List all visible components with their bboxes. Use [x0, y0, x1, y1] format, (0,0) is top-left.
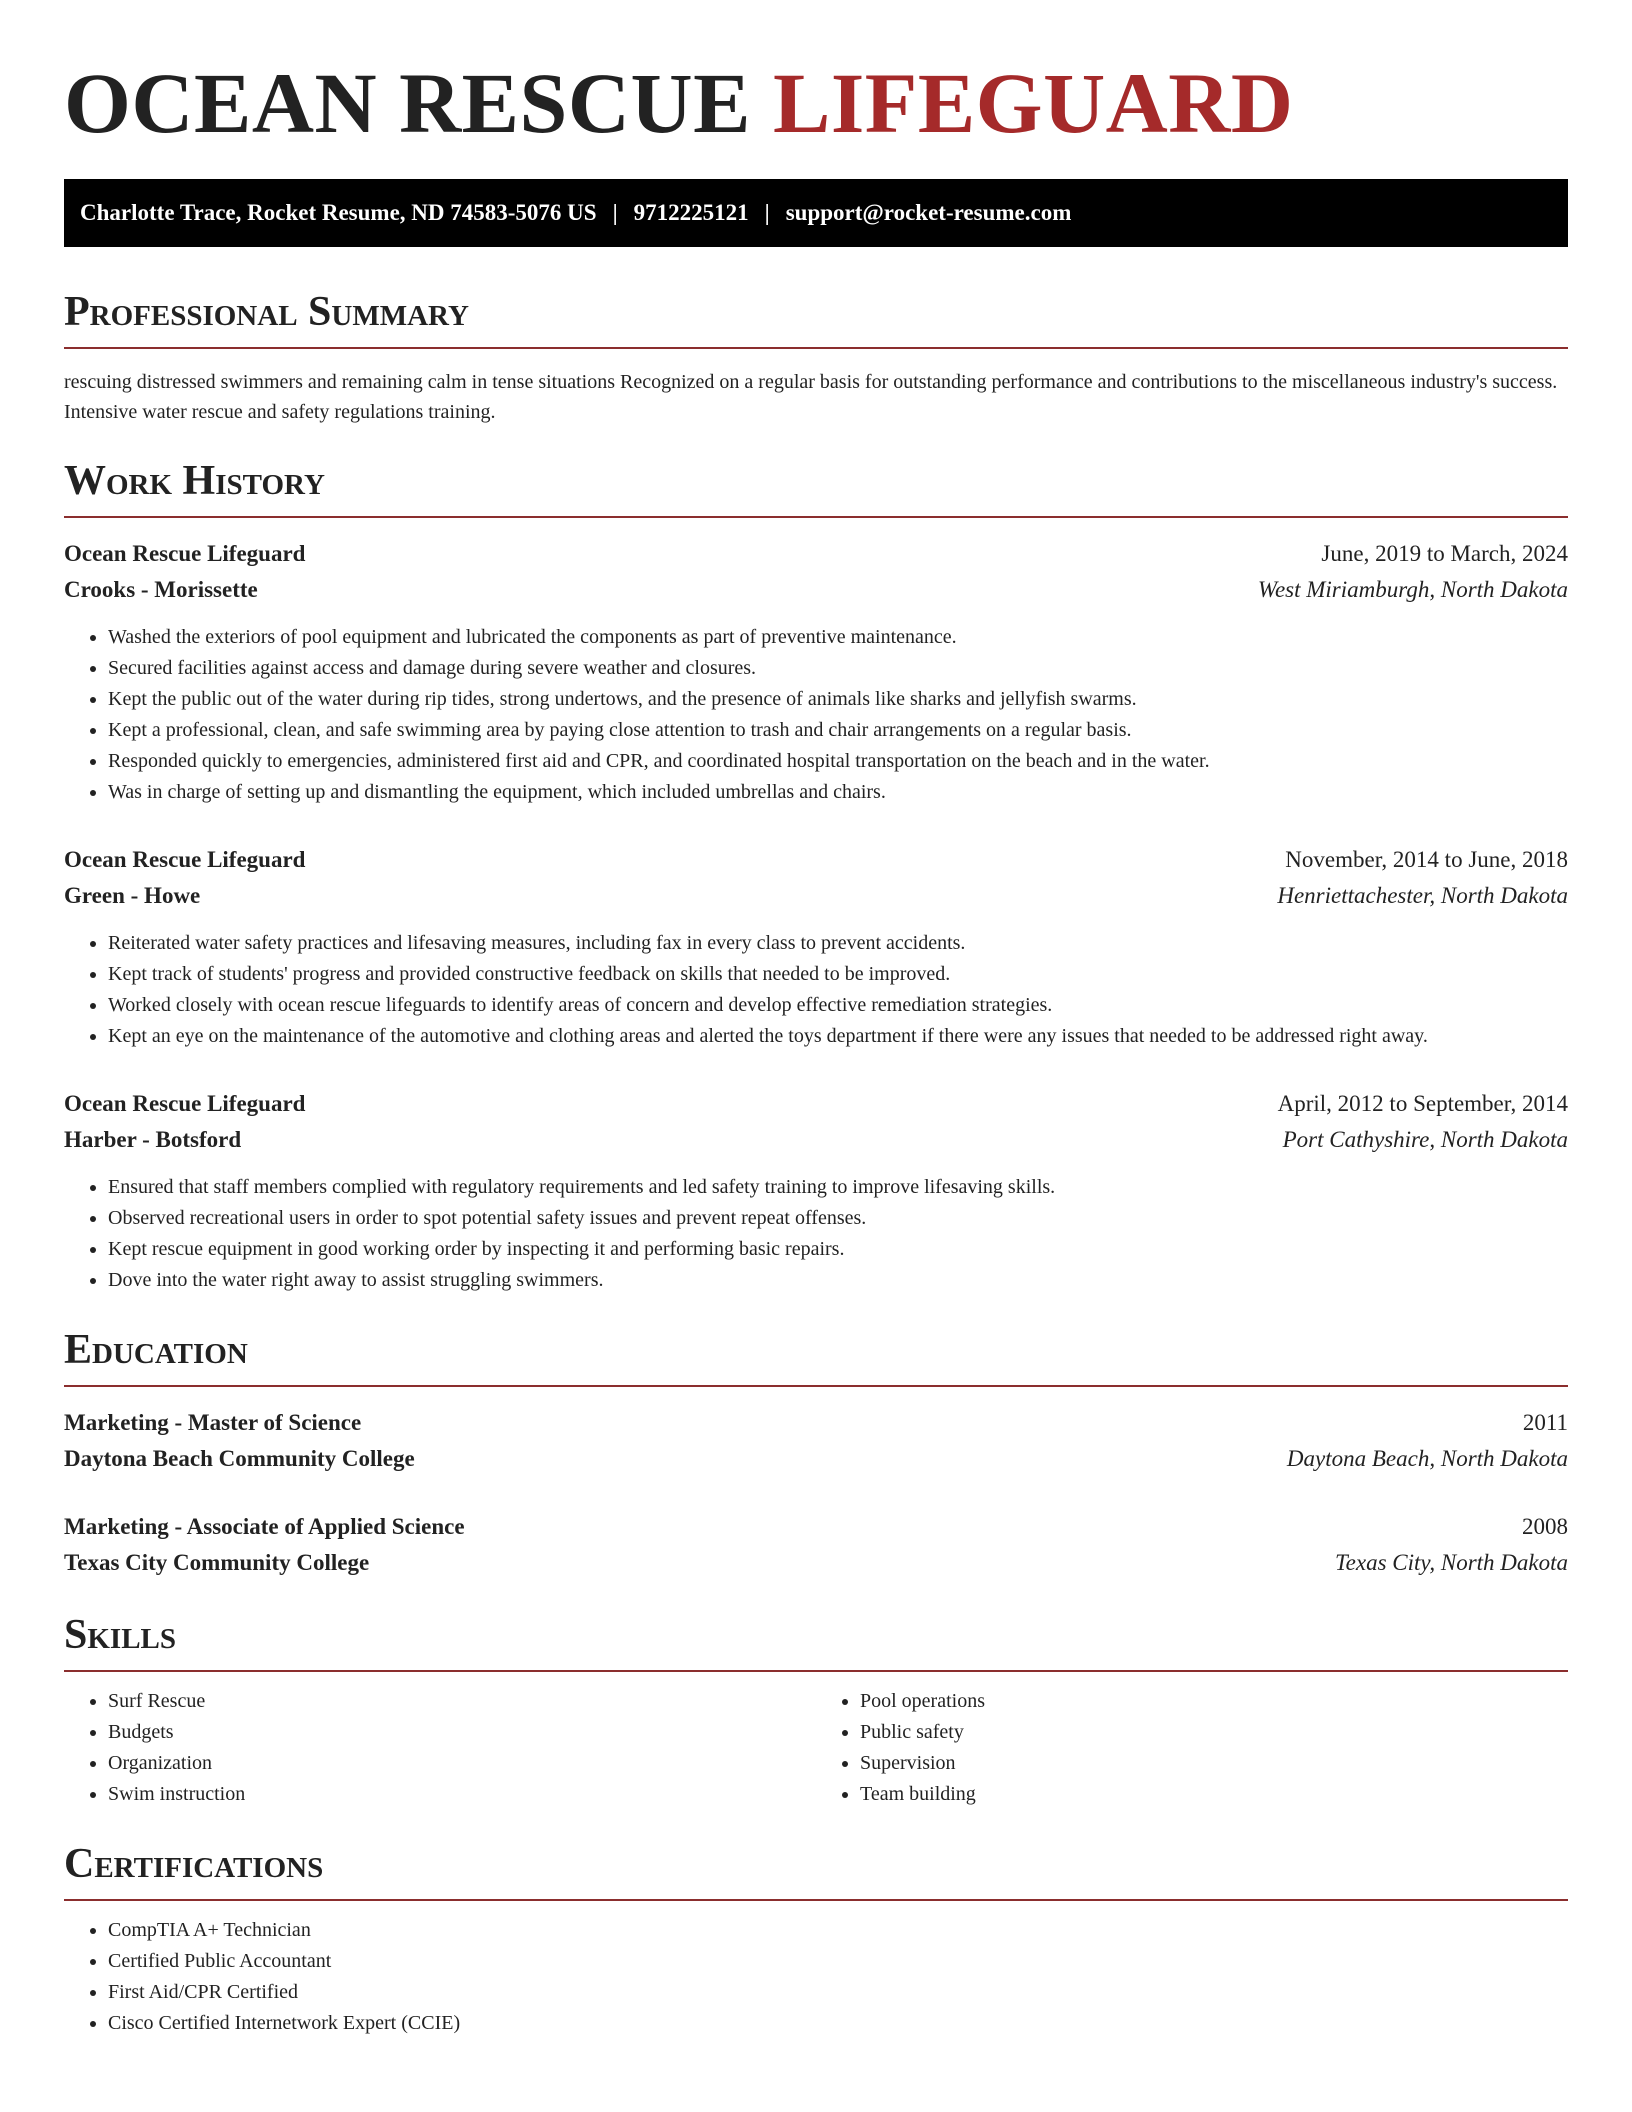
education-year: 2011 — [1522, 1410, 1568, 1435]
skills-list-left — [64, 1686, 816, 1810]
job-company-row — [64, 878, 1568, 914]
job-header-row — [64, 1086, 1568, 1122]
summary-heading: Professional Summary — [64, 291, 1568, 349]
certification-item: • First Aid/CPR Certified — [108, 1977, 1568, 2008]
summary-text: rescuing distressed swimmers and remaining calm in tense situations Recognized on a regular basis for outstanding performance and contributions to the miscellaneous industry's success. Intensive water rescue and safety regulations training. — [64, 371, 1558, 423]
job-company-row — [64, 1122, 1568, 1158]
education-entry — [64, 1405, 1568, 1477]
list-item: • Kept track of students' progress and provided constructive feedback on skills that needed to be improved. — [108, 959, 1568, 990]
job-dates: June, 2019 to March, 2024 — [1321, 541, 1568, 566]
skill-item: • Pool operations — [860, 1686, 1568, 1717]
skill-item: • Public safety — [860, 1717, 1568, 1748]
job-location: West Miriamburgh, North Dakota — [1257, 577, 1568, 602]
certifications-section — [64, 1843, 1568, 2039]
job-header-row — [64, 842, 1568, 878]
job-entry — [64, 536, 1568, 808]
list-item: • Kept an eye on the maintenance of the automotive and clothing areas and alerted the toys department if there were any issues that needed to be addressed right away. — [108, 1021, 1568, 1052]
skill-item: • Budgets — [108, 1717, 816, 1748]
list-item: • Ensured that staff members complied with regulatory requirements and led safety training to improve lifesaving skills. — [108, 1172, 1568, 1203]
contact-bar — [64, 179, 1568, 247]
certifications-heading: Certifications — [64, 1843, 1568, 1901]
skill-item: • Swim instruction — [108, 1779, 816, 1810]
education-year: 2008 — [1522, 1514, 1568, 1539]
education-school-row — [64, 1441, 1568, 1477]
contact-address: Charlotte Trace, Rocket Resume, ND 74583-5076 US — [80, 200, 597, 225]
list-item: • Worked closely with ocean rescue lifeguards to identify areas of concern and develop effective remediation strategies. — [108, 990, 1568, 1021]
education-entry — [64, 1509, 1568, 1581]
list-item: • Reiterated water safety practices and lifesaving measures, including fax in every class to prevent accidents. — [108, 928, 1568, 959]
resume-title — [64, 55, 1568, 151]
list-item: • Kept rescue equipment in good working order by inspecting it and performing basic repairs. — [108, 1234, 1568, 1265]
education-section — [64, 1329, 1568, 1581]
certifications-list — [64, 1915, 1568, 2039]
list-item: • Responded quickly to emergencies, administered first aid and CPR, and coordinated hospital transportation on the beach and in the water. — [108, 746, 1568, 777]
education-school: Texas City Community College — [64, 1550, 370, 1575]
job-location: Henriettachester, North Dakota — [1277, 883, 1568, 908]
contact-email: support@rocket-resume.com — [785, 200, 1072, 225]
education-school-row — [64, 1545, 1568, 1581]
skills-section — [64, 1614, 1568, 1810]
job-dates: April, 2012 to September, 2014 — [1277, 1091, 1568, 1116]
skill-item: • Team building — [860, 1779, 1568, 1810]
skill-item: • Organization — [108, 1748, 816, 1779]
job-bullets — [64, 928, 1568, 1052]
education-degree-row — [64, 1509, 1568, 1545]
job-header-row — [64, 536, 1568, 572]
list-item: • Dove into the water right away to assist struggling swimmers. — [108, 1265, 1568, 1296]
job-company: Harber - Botsford — [64, 1127, 242, 1152]
work-history-section — [64, 460, 1568, 1296]
certification-item: • Certified Public Accountant — [108, 1946, 1568, 1977]
skill-item: • Surf Rescue — [108, 1686, 816, 1717]
job-title: Ocean Rescue Lifeguard — [64, 541, 306, 566]
skills-grid — [64, 1686, 1568, 1810]
job-location: Port Cathyshire, North Dakota — [1282, 1127, 1568, 1152]
job-entry — [64, 1086, 1568, 1296]
job-company: Green - Howe — [64, 883, 201, 908]
contact-phone: 9712225121 — [633, 200, 749, 225]
title-accent: LIFEGUARD — [772, 55, 1294, 151]
education-degree-row — [64, 1405, 1568, 1441]
list-item: • Kept the public out of the water during rip tides, strong undertows, and the presence of animals like sharks and jellyfish swarms. — [108, 684, 1568, 715]
contact-separator: | — [612, 200, 618, 225]
contact-separator: | — [764, 200, 770, 225]
education-location: Texas City, North Dakota — [1335, 1550, 1568, 1575]
work-history-heading: Work History — [64, 460, 1568, 518]
summary-section — [64, 291, 1568, 427]
certification-item: • Cisco Certified Internetwork Expert (CCIE) — [108, 2008, 1568, 2039]
education-degree: Marketing - Associate of Applied Science — [64, 1514, 465, 1539]
list-item: • Kept a professional, clean, and safe swimming area by paying close attention to trash and chair arrangements on a regular basis. — [108, 715, 1568, 746]
certification-item: • CompTIA A+ Technician — [108, 1915, 1568, 1946]
job-bullets — [64, 622, 1568, 808]
education-location: Daytona Beach, North Dakota — [1286, 1446, 1568, 1471]
job-dates: November, 2014 to June, 2018 — [1285, 847, 1568, 872]
skills-heading: Skills — [64, 1614, 1568, 1672]
skill-item: • Supervision — [860, 1748, 1568, 1779]
job-company-row — [64, 572, 1568, 608]
list-item: • Secured facilities against access and damage during severe weather and closures. — [108, 653, 1568, 684]
title-main: OCEAN RESCUE — [64, 55, 751, 151]
list-item: • Was in charge of setting up and dismantling the equipment, which included umbrellas and chairs. — [108, 777, 1568, 808]
job-bullets — [64, 1172, 1568, 1296]
job-title: Ocean Rescue Lifeguard — [64, 847, 306, 872]
education-degree: Marketing - Master of Science — [64, 1410, 362, 1435]
education-school: Daytona Beach Community College — [64, 1446, 415, 1471]
list-item: • Observed recreational users in order to spot potential safety issues and prevent repeat offenses. — [108, 1203, 1568, 1234]
education-heading: Education — [64, 1329, 1568, 1387]
skills-list-right — [816, 1686, 1568, 1810]
list-item: • Washed the exteriors of pool equipment and lubricated the components as part of preventive maintenance. — [108, 622, 1568, 653]
job-title: Ocean Rescue Lifeguard — [64, 1091, 306, 1116]
job-entry — [64, 842, 1568, 1052]
job-company: Crooks - Morissette — [64, 577, 258, 602]
